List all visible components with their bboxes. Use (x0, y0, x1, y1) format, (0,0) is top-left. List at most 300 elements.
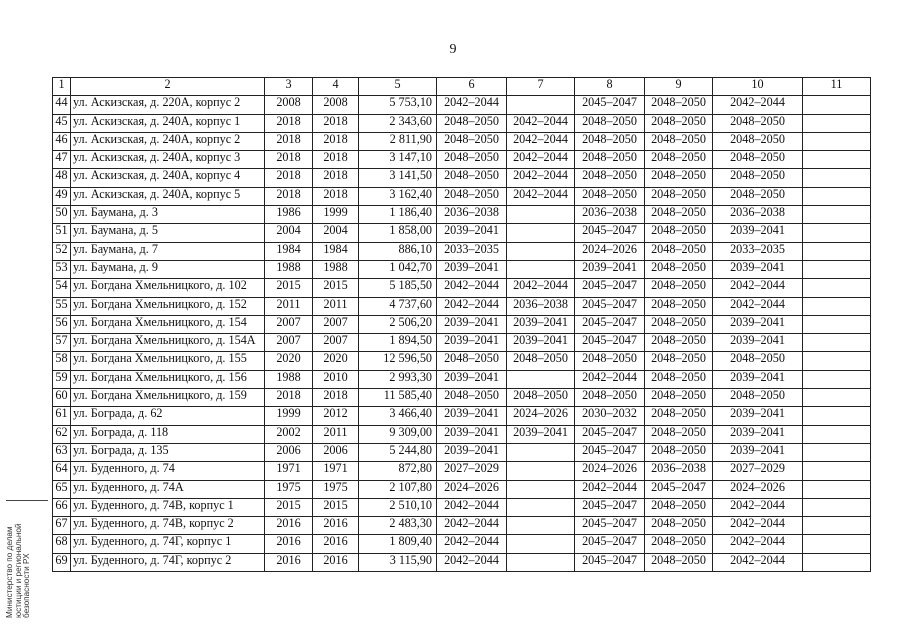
table-cell: 2039–2041 (437, 224, 507, 242)
table-cell (803, 352, 871, 370)
table-cell: 45 (53, 114, 71, 132)
table-cell (803, 114, 871, 132)
table-cell: 2039–2041 (437, 370, 507, 388)
table-cell: 2036–2038 (437, 206, 507, 224)
table-cell: 2039–2041 (507, 334, 575, 352)
table-cell: 2006 (313, 443, 359, 461)
table-cell: 2042–2044 (713, 498, 803, 516)
table-cell: ул. Буденного, д. 74В, корпус 2 (71, 517, 265, 535)
table-cell: 2004 (313, 224, 359, 242)
table-cell: 2045–2047 (575, 517, 645, 535)
table-row (53, 334, 871, 352)
table-cell: 5 753,10 (359, 96, 437, 114)
stamp-line: юстиции и региональной (13, 523, 23, 618)
table-cell: 2018 (265, 114, 313, 132)
table-cell: 2039–2041 (713, 315, 803, 333)
table-cell: 57 (53, 334, 71, 352)
table-cell: 2045–2047 (575, 224, 645, 242)
table-cell: 60 (53, 389, 71, 407)
table-cell: 2045–2047 (575, 315, 645, 333)
table-cell: ул. Аскизская, д. 240А, корпус 2 (71, 132, 265, 150)
table-cell: 2036–2038 (645, 462, 713, 480)
table-cell (803, 206, 871, 224)
table-cell: 2015 (313, 498, 359, 516)
table-cell: 68 (53, 535, 71, 553)
table-row (53, 297, 871, 315)
table-cell: 2027–2029 (437, 462, 507, 480)
table-row (53, 132, 871, 150)
table-cell: 2042–2044 (507, 132, 575, 150)
table-cell: 2042–2044 (713, 535, 803, 553)
table-cell: 2018 (313, 132, 359, 150)
table-cell: 2045–2047 (575, 96, 645, 114)
table-cell: 62 (53, 425, 71, 443)
table-cell: 2048–2050 (645, 370, 713, 388)
table-cell: 2048–2050 (645, 187, 713, 205)
table-cell: 54 (53, 279, 71, 297)
table-cell: 2018 (265, 151, 313, 169)
table-cell: 2 483,30 (359, 517, 437, 535)
table-cell: 9 309,00 (359, 425, 437, 443)
table-row (53, 169, 871, 187)
table-cell: 2039–2041 (437, 407, 507, 425)
table-cell: 2018 (265, 389, 313, 407)
table-cell: 2042–2044 (437, 553, 507, 571)
table-cell: 2018 (313, 169, 359, 187)
table-cell: ул. Аскизская, д. 240А, корпус 3 (71, 151, 265, 169)
registration-stamp (6, 500, 48, 618)
table-cell: 2048–2050 (437, 169, 507, 187)
table-cell: 2024–2026 (437, 480, 507, 498)
table-row (53, 96, 871, 114)
table-cell: 2018 (313, 151, 359, 169)
table-cell: 2039–2041 (437, 443, 507, 461)
table-cell (507, 480, 575, 498)
table-cell: 2016 (265, 535, 313, 553)
table-cell: ул. Богдана Хмельницкого, д. 155 (71, 352, 265, 370)
table-cell: 48 (53, 169, 71, 187)
table-cell: 2042–2044 (437, 535, 507, 553)
table-cell: 46 (53, 132, 71, 150)
table-cell: 2048–2050 (437, 114, 507, 132)
table-cell: 2048–2050 (437, 151, 507, 169)
table-cell: 2018 (313, 187, 359, 205)
table-cell: 2016 (313, 517, 359, 535)
table-cell (803, 297, 871, 315)
table-cell: 12 596,50 (359, 352, 437, 370)
table-cell: 2048–2050 (713, 132, 803, 150)
table-cell: 2048–2050 (645, 260, 713, 278)
table-cell: 2048–2050 (575, 151, 645, 169)
table-cell: 2048–2050 (713, 169, 803, 187)
table-cell: 2048–2050 (437, 187, 507, 205)
table-cell: ул. Буденного, д. 74В, корпус 1 (71, 498, 265, 516)
table-cell: 2 510,10 (359, 498, 437, 516)
table-cell (803, 517, 871, 535)
table-cell: 1971 (265, 462, 313, 480)
table-cell: 2 993,30 (359, 370, 437, 388)
table-cell: ул. Аскизская, д. 240А, корпус 4 (71, 169, 265, 187)
table-cell: 2048–2050 (575, 187, 645, 205)
table-cell: ул. Богдана Хмельницкого, д. 156 (71, 370, 265, 388)
table-cell: ул. Бограда, д. 135 (71, 443, 265, 461)
table-cell: 1988 (265, 370, 313, 388)
table-cell: ул. Баумана, д. 9 (71, 260, 265, 278)
table-row (53, 517, 871, 535)
table-cell: 2039–2041 (437, 334, 507, 352)
table-cell: 2048–2050 (645, 443, 713, 461)
table-cell: 2004 (265, 224, 313, 242)
table-row (53, 498, 871, 516)
table-cell: 2048–2050 (645, 279, 713, 297)
table-cell: ул. Буденного, д. 74Г, корпус 2 (71, 553, 265, 571)
table-cell: 1999 (313, 206, 359, 224)
table-row (53, 407, 871, 425)
table-cell: 2042–2044 (507, 151, 575, 169)
table-cell: 2039–2041 (713, 334, 803, 352)
table-cell: 2024–2026 (713, 480, 803, 498)
table-cell (507, 370, 575, 388)
table-cell: 3 466,40 (359, 407, 437, 425)
table-cell: 2048–2050 (645, 334, 713, 352)
table-row (53, 480, 871, 498)
table-cell: 2015 (265, 498, 313, 516)
table-cell: 2024–2026 (575, 462, 645, 480)
table-cell (803, 151, 871, 169)
table-cell: 2048–2050 (645, 352, 713, 370)
table-cell (507, 517, 575, 535)
table-row (53, 242, 871, 260)
table-cell: 2042–2044 (713, 297, 803, 315)
table-row (53, 224, 871, 242)
table-cell (803, 132, 871, 150)
table-cell: 3 162,40 (359, 187, 437, 205)
table-cell (507, 260, 575, 278)
table-cell: 53 (53, 260, 71, 278)
table-cell: 2048–2050 (645, 553, 713, 571)
table-cell (803, 224, 871, 242)
table-cell: 2048–2050 (437, 132, 507, 150)
table-cell: 55 (53, 297, 71, 315)
table-cell (507, 443, 575, 461)
table-cell: 2042–2044 (507, 279, 575, 297)
table-cell: 2048–2050 (645, 517, 713, 535)
table-cell: ул. Баумана, д. 5 (71, 224, 265, 242)
table-cell (803, 96, 871, 114)
table-cell: 65 (53, 480, 71, 498)
table-cell: 2007 (313, 315, 359, 333)
table-cell: 63 (53, 443, 71, 461)
table-cell: 2016 (313, 535, 359, 553)
table-cell: 2048–2050 (645, 224, 713, 242)
table-cell: 2042–2044 (575, 480, 645, 498)
table-cell: 1999 (265, 407, 313, 425)
table-cell: 2042–2044 (437, 297, 507, 315)
table-cell: 2042–2044 (507, 187, 575, 205)
table-cell: 2048–2050 (575, 132, 645, 150)
table-cell (803, 425, 871, 443)
table-cell (507, 553, 575, 571)
table-cell: 2048–2050 (645, 169, 713, 187)
table-cell (803, 553, 871, 571)
table-cell: ул. Богдана Хмельницкого, д. 154 (71, 315, 265, 333)
data-table (52, 77, 871, 572)
table-cell: 52 (53, 242, 71, 260)
table-cell: 2039–2041 (713, 370, 803, 388)
table-cell (803, 462, 871, 480)
table-cell (803, 260, 871, 278)
table-cell: 2036–2038 (507, 297, 575, 315)
header-row (53, 78, 871, 96)
table-cell (803, 535, 871, 553)
table-cell (803, 315, 871, 333)
table-cell: 1988 (265, 260, 313, 278)
table-cell: 2045–2047 (645, 480, 713, 498)
table-cell: 2042–2044 (437, 498, 507, 516)
table-cell: 2039–2041 (437, 260, 507, 278)
table-cell: 2048–2050 (645, 389, 713, 407)
table-cell: 2039–2041 (713, 224, 803, 242)
table-cell: 1 894,50 (359, 334, 437, 352)
table-row (53, 187, 871, 205)
table-cell: 1986 (265, 206, 313, 224)
table-cell: 2048–2050 (713, 187, 803, 205)
table-cell: 51 (53, 224, 71, 242)
table-cell: ул. Буденного, д. 74Г, корпус 1 (71, 535, 265, 553)
table-row (53, 151, 871, 169)
table-cell: 2020 (265, 352, 313, 370)
table-cell: 5 185,50 (359, 279, 437, 297)
table-cell: ул. Богдана Хмельницкого, д. 152 (71, 297, 265, 315)
column-header: 5 (359, 78, 437, 96)
table-cell (803, 242, 871, 260)
column-header: 7 (507, 78, 575, 96)
table-cell: 2048–2050 (645, 114, 713, 132)
table-cell: 1 042,70 (359, 260, 437, 278)
table-cell (507, 224, 575, 242)
table-cell: 2008 (265, 96, 313, 114)
table-cell: 2045–2047 (575, 553, 645, 571)
table-row (53, 443, 871, 461)
table-cell: 2039–2041 (437, 425, 507, 443)
column-header: 9 (645, 78, 713, 96)
table-cell: 1984 (313, 242, 359, 260)
table-cell (803, 169, 871, 187)
table-cell: 2 343,60 (359, 114, 437, 132)
table-cell: 872,80 (359, 462, 437, 480)
table-cell: 2042–2044 (575, 370, 645, 388)
table-cell: 2007 (265, 334, 313, 352)
table-cell: 2016 (265, 553, 313, 571)
table-cell: 2048–2050 (645, 96, 713, 114)
table-cell: 2010 (313, 370, 359, 388)
table-cell: ул. Аскизская, д. 240А, корпус 1 (71, 114, 265, 132)
table-cell: 59 (53, 370, 71, 388)
table-cell: 2045–2047 (575, 425, 645, 443)
table-cell: 2048–2050 (645, 206, 713, 224)
table-cell: 67 (53, 517, 71, 535)
table-cell: ул. Буденного, д. 74 (71, 462, 265, 480)
table-cell: 2 107,80 (359, 480, 437, 498)
table-cell: 2042–2044 (437, 517, 507, 535)
table-cell: 2048–2050 (645, 425, 713, 443)
table-cell: ул. Буденного, д. 74А (71, 480, 265, 498)
table-cell: ул. Баумана, д. 7 (71, 242, 265, 260)
table-cell: 2015 (265, 279, 313, 297)
table-cell: 2048–2050 (645, 407, 713, 425)
table-cell: 2048–2050 (713, 352, 803, 370)
table-cell (507, 535, 575, 553)
table-row (53, 206, 871, 224)
column-header: 6 (437, 78, 507, 96)
table-cell: 56 (53, 315, 71, 333)
table-row (53, 425, 871, 443)
table-cell: 44 (53, 96, 71, 114)
table-cell: 1971 (313, 462, 359, 480)
table-cell: 2018 (313, 389, 359, 407)
table-cell: 1975 (313, 480, 359, 498)
table-cell: ул. Баумана, д. 3 (71, 206, 265, 224)
table-cell: ул. Богдана Хмельницкого, д. 102 (71, 279, 265, 297)
table-cell: 2018 (265, 132, 313, 150)
table-cell: 3 147,10 (359, 151, 437, 169)
table-cell: 2036–2038 (575, 206, 645, 224)
table-cell: 2048–2050 (713, 151, 803, 169)
table-cell: 2007 (265, 315, 313, 333)
table-cell: 2048–2050 (507, 352, 575, 370)
table-cell: 2048–2050 (575, 389, 645, 407)
table-cell: 2045–2047 (575, 297, 645, 315)
table-cell: 2048–2050 (645, 315, 713, 333)
table-row (53, 114, 871, 132)
table-cell (803, 187, 871, 205)
table-cell: 2039–2041 (507, 315, 575, 333)
table-cell: 5 244,80 (359, 443, 437, 461)
table-cell: 2048–2050 (575, 169, 645, 187)
table-cell: ул. Богдана Хмельницкого, д. 154А (71, 334, 265, 352)
table-cell: 58 (53, 352, 71, 370)
table-cell: 2039–2041 (713, 260, 803, 278)
table-cell: 2033–2035 (437, 242, 507, 260)
table-cell: 69 (53, 553, 71, 571)
table-cell: ул. Богдана Хмельницкого, д. 159 (71, 389, 265, 407)
table-cell: 2042–2044 (713, 517, 803, 535)
table-cell: 2048–2050 (713, 389, 803, 407)
table-row (53, 389, 871, 407)
table-cell: 2008 (313, 96, 359, 114)
table-cell (803, 334, 871, 352)
table-cell: 2048–2050 (437, 389, 507, 407)
table-cell (803, 407, 871, 425)
table-cell: 2012 (313, 407, 359, 425)
table-cell: 2048–2050 (437, 352, 507, 370)
table-cell: 50 (53, 206, 71, 224)
table-cell: 2016 (313, 553, 359, 571)
table-cell: 47 (53, 151, 71, 169)
table-cell: 2048–2050 (645, 498, 713, 516)
table-cell: 2039–2041 (713, 443, 803, 461)
table-cell: 2018 (313, 114, 359, 132)
table-cell: 2018 (265, 169, 313, 187)
table-cell: 2042–2044 (713, 553, 803, 571)
table-cell: ул. Бограда, д. 62 (71, 407, 265, 425)
table-cell: ул. Аскизская, д. 240А, корпус 5 (71, 187, 265, 205)
table-cell (803, 389, 871, 407)
table-cell: 2048–2050 (645, 242, 713, 260)
table-cell: 61 (53, 407, 71, 425)
table-cell: ул. Бограда, д. 118 (71, 425, 265, 443)
table-cell: 3 141,50 (359, 169, 437, 187)
table-cell: 1 858,00 (359, 224, 437, 242)
table-row (53, 352, 871, 370)
table-cell: 1988 (313, 260, 359, 278)
table-cell (507, 498, 575, 516)
table-cell: 2002 (265, 425, 313, 443)
table-cell (803, 480, 871, 498)
table-cell: 1984 (265, 242, 313, 260)
table-cell: 2007 (313, 334, 359, 352)
table-cell: 2027–2029 (713, 462, 803, 480)
table-row (53, 462, 871, 480)
table-cell: 2048–2050 (713, 114, 803, 132)
table-cell (507, 242, 575, 260)
table-cell: 886,10 (359, 242, 437, 260)
table-cell: 2042–2044 (437, 96, 507, 114)
table-cell: 2042–2044 (507, 114, 575, 132)
table-cell: 1 186,40 (359, 206, 437, 224)
table-cell: 2039–2041 (575, 260, 645, 278)
table-cell (507, 206, 575, 224)
table-cell (803, 443, 871, 461)
table-cell: 1 809,40 (359, 535, 437, 553)
table-cell: 2045–2047 (575, 334, 645, 352)
column-header: 11 (803, 78, 871, 96)
table-cell: 2018 (265, 187, 313, 205)
table-cell: 2033–2035 (713, 242, 803, 260)
table-cell: 2048–2050 (645, 535, 713, 553)
table-cell: 2045–2047 (575, 535, 645, 553)
table-cell (507, 96, 575, 114)
table-cell: 2024–2026 (575, 242, 645, 260)
table-cell: 3 115,90 (359, 553, 437, 571)
table-cell: 2006 (265, 443, 313, 461)
table-cell: 2011 (313, 425, 359, 443)
table-cell: 2039–2041 (507, 425, 575, 443)
table-cell: 2011 (313, 297, 359, 315)
table-cell: 2045–2047 (575, 279, 645, 297)
table-cell: 2011 (265, 297, 313, 315)
table-cell: 2016 (265, 517, 313, 535)
table-cell (803, 370, 871, 388)
table-cell (803, 498, 871, 516)
table-cell: 2042–2044 (507, 169, 575, 187)
table-cell: 66 (53, 498, 71, 516)
table-row (53, 315, 871, 333)
table-cell: 2036–2038 (713, 206, 803, 224)
table-cell: 2039–2041 (713, 425, 803, 443)
table-cell: 2048–2050 (645, 132, 713, 150)
table-cell: 2048–2050 (575, 352, 645, 370)
table-cell: 2048–2050 (645, 297, 713, 315)
table-row (53, 279, 871, 297)
table-cell: 2039–2041 (437, 315, 507, 333)
table-cell: 2045–2047 (575, 498, 645, 516)
table-cell (507, 462, 575, 480)
table-row (53, 260, 871, 278)
table-cell: 2015 (313, 279, 359, 297)
table-cell: 2045–2047 (575, 443, 645, 461)
table-cell: 2020 (313, 352, 359, 370)
